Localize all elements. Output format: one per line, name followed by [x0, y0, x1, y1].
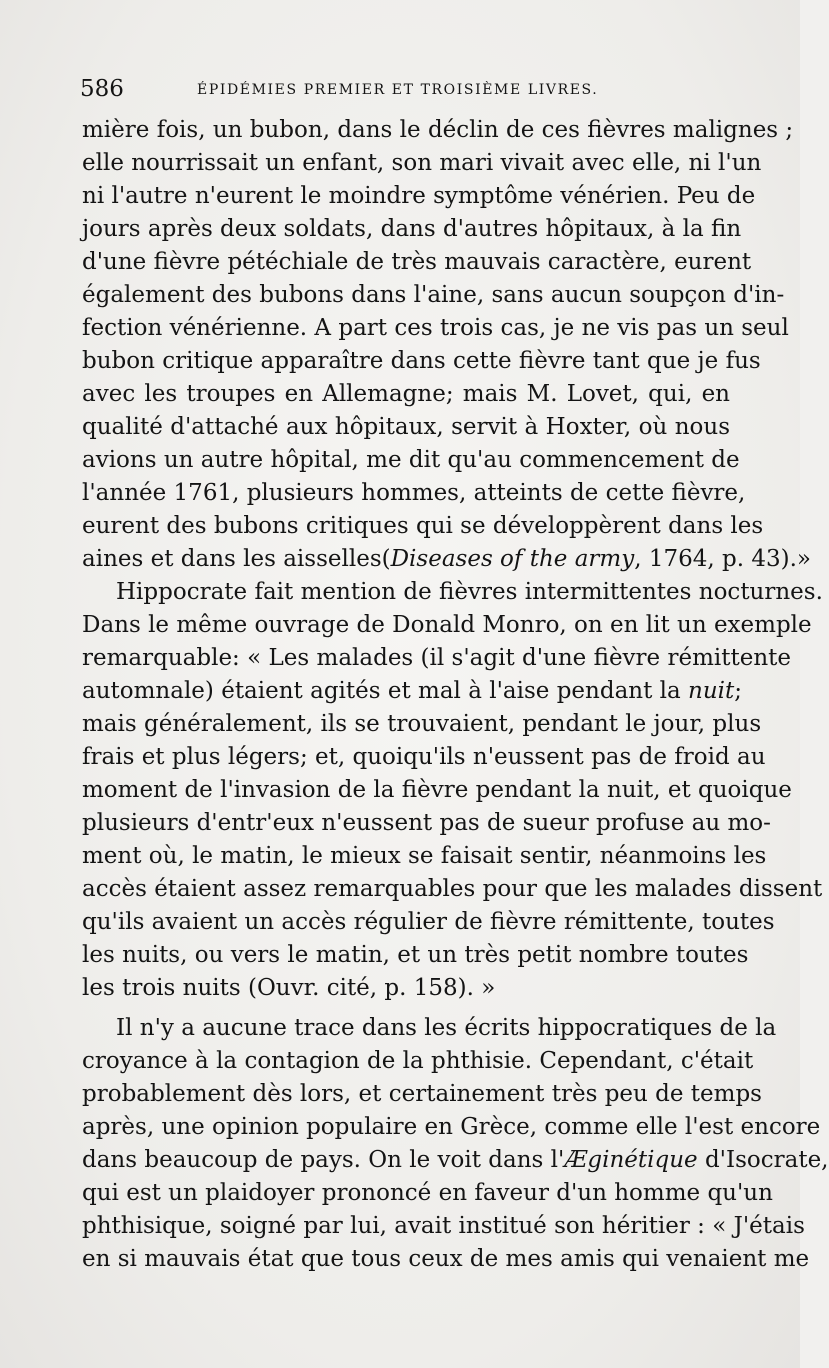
page-header	[80, 76, 740, 102]
line-segment: d'Isocrate,	[697, 1147, 829, 1173]
text-line: ment où, le matin, le mieux se faisait sentir, néanmoins les	[82, 843, 767, 869]
text-line: probablement dès lors, et certainement très peu de temps	[82, 1081, 762, 1107]
text-line: qui est un plaidoyer prononcé en faveur d'un homme qu'un	[82, 1180, 773, 1206]
text-line: qu'ils avaient un accès régulier de fièvre rémittente, toutes	[82, 909, 775, 935]
text-line: bubon critique apparaître dans cette fièvre tant que je fus	[82, 348, 761, 374]
text-line: Dans le même ouvrage de Donald Monro, on en lit un exemple	[82, 612, 812, 638]
italic-title: Æginétique	[564, 1147, 698, 1173]
text-line: l'année 1761, plusieurs hommes, atteints de cette fièvre,	[82, 480, 746, 506]
text-line: croyance à la contagion de la phthisie. Cependant, c'était	[82, 1048, 754, 1074]
line-segment: , 1764, p. 43).»	[634, 546, 811, 572]
line-segment: automnale) étaient agités et mal à l'aise pendant la	[82, 678, 689, 704]
page-number: 586	[80, 76, 124, 102]
text-line: elle nourrissait un enfant, son mari vivait avec elle, ni l'un	[82, 150, 762, 176]
text-line: ni l'autre n'eurent le moindre symptôme vénérien. Peu de	[82, 183, 756, 209]
text-line: eurent des bubons critiques qui se développèrent dans les	[82, 513, 764, 539]
text-line: fection vénérienne. A part ces trois cas, je ne vis pas un seul	[82, 315, 789, 341]
text-line: qualité d'attaché aux hôpitaux, servit à Hoxter, où nous	[82, 414, 730, 440]
paragraph-start-line: Il n'y a aucune trace dans les écrits hippocratiques de la	[116, 1015, 777, 1041]
text-line: moment de l'invasion de la fièvre pendant la nuit, et quoique	[82, 777, 792, 803]
text-line: mière fois, un bubon, dans le déclin de ces fièvres malignes ;	[82, 117, 794, 143]
text-line: remarquable: « Les malades (il s'agit d'une fièvre rémittente	[82, 645, 792, 671]
text-line: plusieurs d'entr'eux n'eussent pas de sueur profuse au mo-	[82, 810, 771, 836]
text-line: mais généralement, ils se trouvaient, pendant le jour, plus	[82, 711, 762, 737]
italic-title: Diseases of the army	[390, 546, 635, 572]
text-line: après, une opinion populaire en Grèce, comme elle l'est encore	[82, 1114, 821, 1140]
text-line: avec les troupes en Allemagne; mais M. Lovet, qui, en	[82, 381, 730, 407]
body-text	[82, 114, 829, 1276]
text-line: d'une fièvre pétéchiale de très mauvais caractère, eurent	[82, 249, 752, 275]
text-line-emphasis	[82, 1144, 829, 1177]
text-line: accès étaient assez remarquables pour que les malades dissent	[82, 876, 823, 902]
line-segment: aines et dans les aisselles(	[82, 546, 391, 572]
text-line: en si mauvais état que tous ceux de mes amis qui venaient me	[82, 1246, 810, 1272]
text-line: également des bubons dans l'aine, sans aucun soupçon d'in-	[82, 282, 785, 308]
text-line: frais et plus légers; et, quoiqu'ils n'eussent pas de froid au	[82, 744, 766, 770]
text-line-emphasis	[82, 675, 743, 708]
text-line: jours après deux soldats, dans d'autres hôpitaux, à la fin	[82, 216, 742, 242]
paragraph-start-line: Hippocrate fait mention de fièvres intermittentes nocturnes.	[116, 579, 823, 605]
paragraph-end-line: les trois nuits (Ouvr. cité, p. 158). »	[82, 975, 496, 1001]
text-line-citation	[82, 543, 811, 576]
line-segment: dans beaucoup de pays. On le voit dans l'	[82, 1147, 565, 1173]
text-line: avions un autre hôpital, me dit qu'au commencement de	[82, 447, 740, 473]
line-segment: ;	[734, 678, 743, 704]
text-line: les nuits, ou vers le matin, et un très petit nombre toutes	[82, 942, 749, 968]
text-line: phthisique, soigné par lui, avait institué son héritier : « J'étais	[82, 1213, 805, 1239]
italic-word: nuit	[688, 678, 735, 704]
running-title: ÉPIDÉMIES PREMIER ET TROISIÈME LIVRES.	[197, 82, 599, 98]
